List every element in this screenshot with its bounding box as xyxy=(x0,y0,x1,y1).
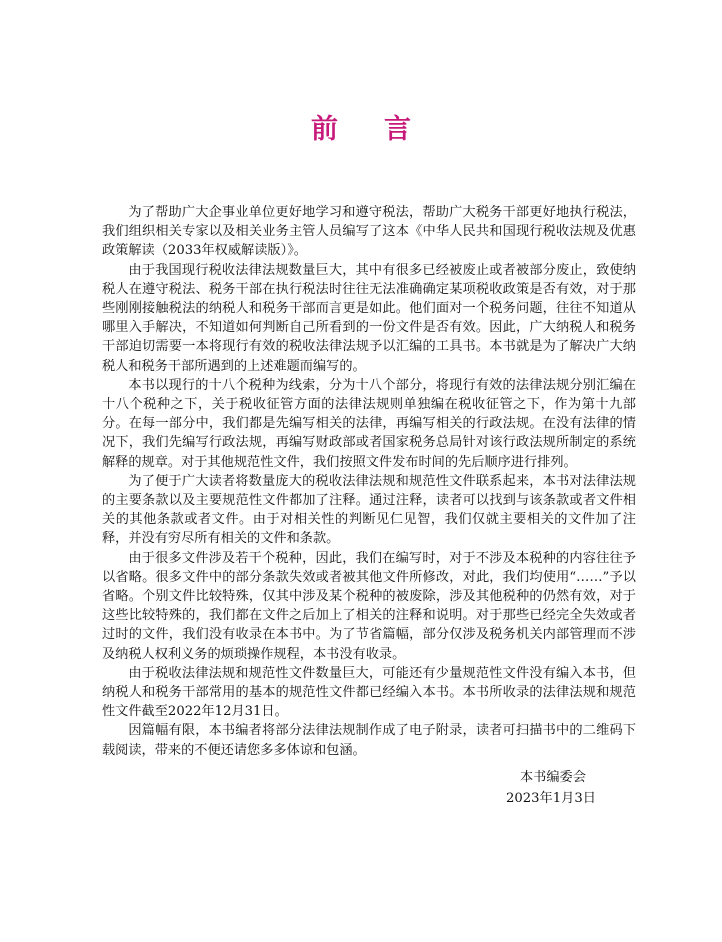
paragraph-6: 由于税收法律法规和规范性文件数量巨大，可能还有少量规范性文件没有编入本书，但纳税人和税务干部常用的基本的规范性文件都已经编入本书。本书所收录的法律法规和规范性文件截至2022年12月31日。 xyxy=(102,665,636,720)
paragraph-1: 为了帮助广大企事业单位更好地学习和遵守税法，帮助广大税务干部更好地执行税法，我们组织相关专家以及相关业务主管人员编写了这本《中华人民共和国现行税收法规及优惠政策解读（2033年权威解读版）》。 xyxy=(102,205,636,259)
signature-date: 2023年1月3日 xyxy=(506,791,596,806)
paragraph-4: 为了便于广大读者将数量庞大的税收法律法规和规范性文件联系起来，本书对法律法规的主要条款以及主要规范性文件都加了注释。通过注释，读者可以找到与该条款或者文件相关的其他条款或者文件。由于对相关性的判断见仁见智，我们仅就主要相关的文件加了注释，并没有穷尽所有相关的文件和条款。 xyxy=(102,473,636,547)
paragraph-2: 由于我国现行税收法律法规数量巨大，其中有很多已经被废止或者被部分废止，致使纳税人在遵守税法、税务干部在执行税法时往往无法准确确定某项税收政策是否有效，对于那些刚刚接触税法的纳税人和税务干部而言更是如此。他们面对一个税务问题，往往不知道从哪里入手解决，不知道如何判断自己所看到的一份文件是否有效。因此，广大纳税人和税务干部迫切需要一本将现行有效的税收法律法规予以汇编的工具书。本书就是为了解决广大纳税人和税务干部所遇到的上述难题而编写的。 xyxy=(102,262,636,374)
paragraph-5: 由于很多文件涉及若干个税种，因此，我们在编写时，对于不涉及本税种的内容往往予以省略。很多文件中的部分条款失效或者被其他文件所修改，对此，我们均使用“……”予以省略。个别文件比较特殊，仅其中涉及某个税种的被废除，涉及其他税种的仍然有效，对于这些比较特殊的，我们都在文件之后加上了相关的注释和说明。对于那些已经完全失效或者过时的文件，我们没有收录在本书中。为了节省篇幅，部分仅涉及税务机关内部管理而不涉及纳税人权利义务的烦琐操作规程，本书没有收录。 xyxy=(102,550,636,662)
page-title: 前言 xyxy=(311,114,457,145)
signature-block xyxy=(480,767,640,809)
paragraph-7: 因篇幅有限，本书编者将部分法律法规制作成了电子附录，读者可扫描书中的二维码下载阅读，带来的不便还请您多多体谅和包涵。 xyxy=(102,723,636,758)
signature-organization: 本书编委会 xyxy=(520,770,586,785)
preface-body xyxy=(102,203,636,760)
paragraph-3: 本书以现行的十八个税种为线索，分为十八个部分，将现行有效的法律法规分别汇编在十八个税种之下，关于税收征管方面的法律法规则单独编在税收征管之下，作为第十九部分。在每一部分中，我们都是先编写相关的法律，再编写相关的行政法规。在没有法律的情况下，我们先编写行政法规，再编写财政部或者国家税务总局针对该行政法规所制定的系统解释的规章。对于其他规范性文件，我们按照文件发布时间的先后顺序进行排列。 xyxy=(102,377,636,470)
